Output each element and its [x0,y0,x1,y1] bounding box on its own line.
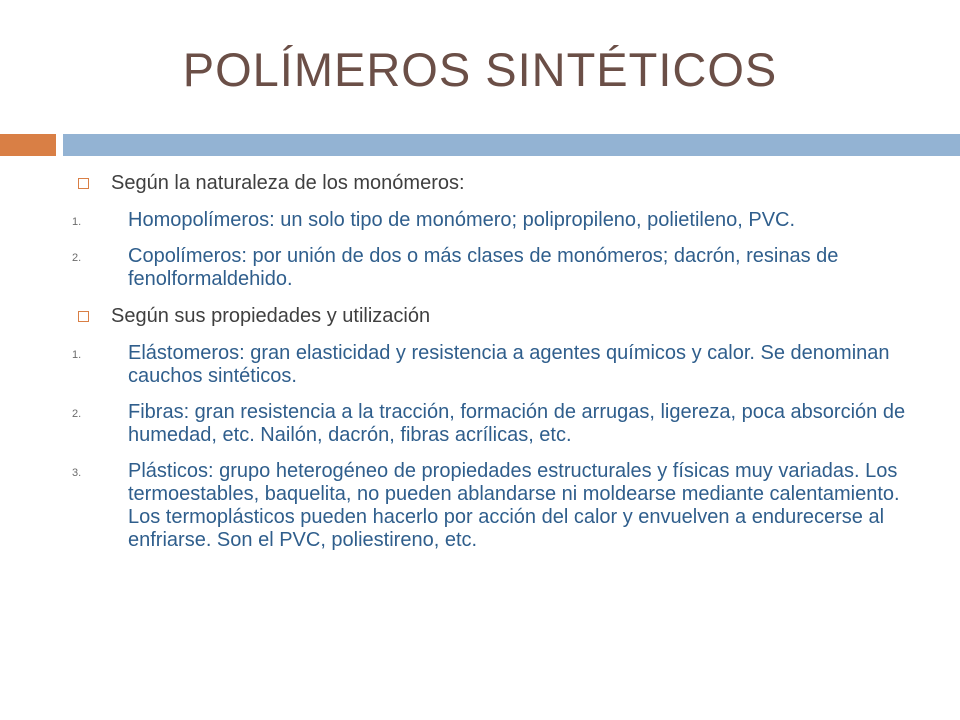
section-heading [72,305,912,328]
slide-content [72,172,912,566]
item-text: Fibras: gran resistencia a la tracción, formación de arrugas, ligereza, poca absorción de humedad, etc. Nailón, dacrón, fibras acrílicas, etc. [128,401,906,446]
list-item [72,401,912,447]
item-number: 1. [72,216,82,228]
item-text: Plásticos: grupo heterogéneo de propiedades estructurales y físicas muy variadas. Los termoestables, baquelita, no pueden ablandarse ni moldearse mediante calentamiento. Los termoplásticos pueden hacerlo por acción del calor y envuelven a endurecerse al enfriarse. Son el PVC, poliestireno, etc. [128,460,900,551]
accent-bar-orange [0,134,56,156]
list-item [72,245,912,291]
item-text: Homopolímeros: un solo tipo de monómero; polipropileno, polietileno, PVC. [128,209,796,231]
square-bullet-icon [78,178,89,189]
section-heading [72,172,912,195]
list-item [72,460,912,552]
item-text: Elástomeros: gran elasticidad y resistencia a agentes químicos y calor. Se denominan cauchos sintéticos. [128,342,890,387]
item-number: 1. [72,349,82,361]
section-monomer-nature [72,172,912,291]
item-number: 2. [72,408,82,420]
item-number: 2. [72,252,82,264]
square-bullet-icon [78,311,89,322]
accent-bar-blue [63,134,960,156]
list-item [72,209,912,232]
section-heading-text: Según la naturaleza de los monómeros: [111,172,465,194]
item-number: 3. [72,467,82,479]
section-heading-text: Según sus propiedades y utilización [111,305,431,327]
item-text: Copolímeros: por unión de dos o más clases de monómeros; dacrón, resinas de fenolformaldehido. [128,245,839,290]
section-properties-usage [72,305,912,552]
list-item [72,342,912,388]
page-title: POLÍMEROS SINTÉTICOS [182,43,778,96]
